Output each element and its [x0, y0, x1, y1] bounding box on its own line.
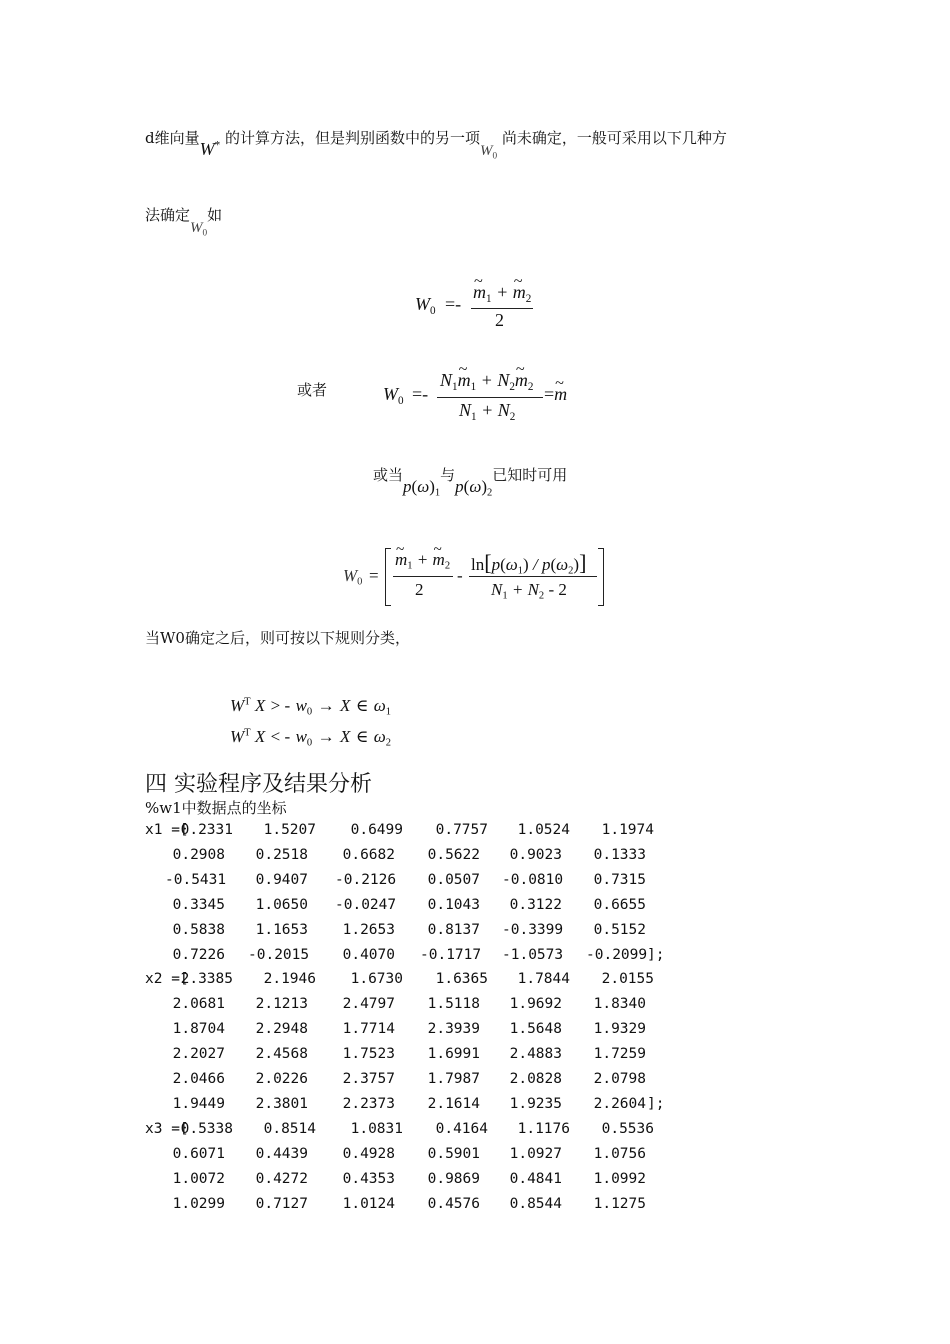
matrix-cell: -0.2015	[248, 946, 310, 963]
rule-sentence: 当W0确定之后，则可按以下规则分类，	[145, 629, 410, 647]
matrix-cell: 1.7987	[427, 1071, 480, 1087]
matrix-cell: 1.6365	[435, 971, 488, 988]
intro-text-1b: 的计算方法，但是判别函数中的另一项	[220, 129, 480, 147]
matrix-cell: 1.0299	[172, 1195, 225, 1212]
matrix-cell: -0.3399	[502, 921, 564, 938]
matrix-cell: 1.5118	[427, 996, 480, 1013]
when-line	[373, 464, 568, 499]
intro-text-2a: 法确定	[145, 206, 191, 224]
matrix-prefix: x2 =[	[145, 971, 189, 988]
matrix-cell: 0.4841	[509, 1170, 562, 1187]
matrix-cell: 1.2653	[342, 921, 395, 938]
matrix-cell: 0.2518	[255, 846, 308, 863]
matrix-cell: 0.4272	[255, 1170, 308, 1187]
matrix-prefix: x3 =[	[145, 1120, 189, 1137]
matrix-cell: 1.9692	[509, 996, 562, 1013]
matrix-cell: 1.5648	[509, 1021, 562, 1038]
matrix-cell: 0.7226	[172, 946, 225, 963]
matrix-cell: 1.1653	[255, 921, 308, 938]
matrix-prefix: x1 =[	[145, 822, 189, 838]
matrix-cell: 0.0507	[427, 871, 480, 888]
matrix-cell: 2.2604	[593, 1095, 646, 1112]
decision-rule-2: $W^T$ X < - $w_0 \to X$ ∈ $\omega_2$	[230, 727, 392, 749]
or-label: 或者	[297, 381, 328, 399]
matrix-cell: -0.0247	[335, 896, 397, 913]
matrix-cell: 1.7523	[342, 1046, 395, 1063]
matrix-cell: 1.0124	[342, 1195, 395, 1212]
matrix-suffix: ];	[647, 946, 665, 963]
matrix-cell: 2.2373	[342, 1095, 395, 1112]
matrix-cell: 0.5622	[427, 846, 480, 863]
matrix-cell: 0.6071	[172, 1145, 225, 1162]
matrix-cell: 1.6730	[350, 971, 403, 988]
matrix-cell: 0.2908	[172, 846, 225, 863]
code-comment: %w1中数据点的坐标	[145, 799, 287, 817]
matrix-cell: -0.1717	[420, 946, 482, 963]
matrix-cell: 2.0681	[172, 996, 225, 1013]
section-heading: 四 实验程序及结果分析	[145, 772, 372, 797]
matrix-cell: 1.9329	[593, 1021, 646, 1038]
matrix-cell: 1.8340	[593, 996, 646, 1013]
matrix-cell: 2.4797	[342, 996, 395, 1013]
matrix-cell: 1.7714	[342, 1021, 395, 1038]
matrix-cell: 2.0155	[601, 971, 654, 988]
matrix-cell: 1.1974	[601, 822, 654, 838]
matrix-cell: 0.7315	[593, 871, 646, 888]
matrix-cell: 1.5207	[263, 822, 316, 838]
matrix-cell: 1.0650	[255, 896, 308, 913]
matrix-cell: 0.6499	[350, 822, 403, 838]
matrix-cell: 0.3122	[509, 896, 562, 913]
matrix-cell: 2.4883	[509, 1046, 562, 1063]
intro-text-1c: 尚未确定，一般可采用以下几种方	[497, 129, 727, 147]
matrix-cell: 2.1946	[263, 971, 316, 988]
matrix-cell: 1.9235	[509, 1095, 562, 1112]
matrix-cell: 1.1176	[517, 1120, 570, 1137]
matrix-cell: 0.6655	[593, 896, 646, 913]
matrix-cell: 1.9449	[172, 1095, 225, 1112]
matrix-cell: 0.4353	[342, 1170, 395, 1187]
matrix-cell: -0.0810	[502, 871, 564, 888]
matrix-cell: 2.0226	[255, 1071, 308, 1087]
matrix-cell: -1.0573	[502, 946, 564, 963]
matrix-cell: 2.3939	[427, 1021, 480, 1038]
when-text-c: 已知时可用	[492, 466, 568, 484]
matrix-cell: 0.4070	[342, 946, 395, 963]
matrix-cell: 2.3801	[255, 1095, 308, 1112]
matrix-cell: -0.2126	[335, 871, 397, 888]
matrix-suffix: ];	[647, 1095, 665, 1112]
matrix-cell: 0.1333	[593, 846, 646, 863]
matrix-cell: 2.0466	[172, 1071, 225, 1087]
matrix-cell: 1.0524	[517, 822, 570, 838]
matrix-cell: 0.8544	[509, 1195, 562, 1212]
matrix-cell: 0.2331	[180, 822, 233, 838]
math-p-omega-2: $p(\omega)_2$	[455, 477, 493, 499]
matrix-cell: 0.4164	[435, 1120, 488, 1137]
matrix-cell: 2.1614	[427, 1095, 480, 1112]
matrix-cell: 2.2027	[172, 1046, 225, 1063]
matrix-cell: 2.0798	[593, 1071, 646, 1087]
math-w0: $W_0$	[479, 143, 498, 162]
matrix-cell: 2.2948	[255, 1021, 308, 1038]
matrix-cell: -0.5431	[165, 871, 227, 888]
matrix-cell: 0.7127	[255, 1195, 308, 1212]
matrix-cell: 0.9869	[427, 1170, 480, 1187]
matrix-cell: 0.3345	[172, 896, 225, 913]
matrix-cell: 1.1275	[593, 1195, 646, 1212]
matrix-cell: -0.2099	[586, 946, 648, 963]
matrix-cell: 0.8137	[427, 921, 480, 938]
matrix-cell: 0.7757	[435, 822, 488, 838]
math-p-omega-1: $p(\omega)_1$	[403, 477, 441, 499]
intro-text-2b: 如	[207, 206, 223, 224]
when-text-a: 或当	[373, 466, 404, 484]
matrix-cell: 0.4439	[255, 1145, 308, 1162]
matrix-cell: 2.4568	[255, 1046, 308, 1063]
matrix-cell: 1.0756	[593, 1145, 646, 1162]
matrix-cell: 1.0072	[172, 1170, 225, 1187]
when-text-b: 与	[440, 466, 456, 484]
intro-line-2	[145, 204, 223, 239]
decision-rule-1: $W^T$ X > - $w_0 \to X$ ∈ $\omega_1$	[230, 696, 392, 718]
matrix-cell: 0.5536	[601, 1120, 654, 1137]
intro-text-1a: d维向量	[145, 129, 200, 147]
matrix-cell: 0.4576	[427, 1195, 480, 1212]
matrix-cell: 1.7259	[593, 1046, 646, 1063]
matrix-cell: 1.7844	[517, 971, 570, 988]
matrix-cell: 2.3757	[342, 1071, 395, 1087]
math-w-star: W*	[199, 139, 221, 159]
matrix-cell: 2.1213	[255, 996, 308, 1013]
matrix-cell: 0.5838	[172, 921, 225, 938]
matrix-cell: 0.5901	[427, 1145, 480, 1162]
matrix-cell: 1.0992	[593, 1170, 646, 1187]
matrix-cell: 0.9023	[509, 846, 562, 863]
matrix-cell: 1.0927	[509, 1145, 562, 1162]
matrix-cell: 0.5152	[593, 921, 646, 938]
matrix-cell: 0.4928	[342, 1145, 395, 1162]
matrix-cell: 1.8704	[172, 1021, 225, 1038]
matrix-cell: 2.0828	[509, 1071, 562, 1087]
intro-line-1	[145, 127, 727, 162]
matrix-cell: 1.0831	[350, 1120, 403, 1137]
matrix-cell: 0.9407	[255, 871, 308, 888]
matrix-cell: 0.1043	[427, 896, 480, 913]
math-w0-2: $W_0$	[190, 220, 208, 239]
matrix-cell: 0.6682	[342, 846, 395, 863]
matrix-cell: 0.5338	[180, 1120, 233, 1137]
matrix-cell: 0.8514	[263, 1120, 316, 1137]
matrix-cell: 1.6991	[427, 1046, 480, 1063]
matrix-cell: 2.3385	[180, 971, 233, 988]
